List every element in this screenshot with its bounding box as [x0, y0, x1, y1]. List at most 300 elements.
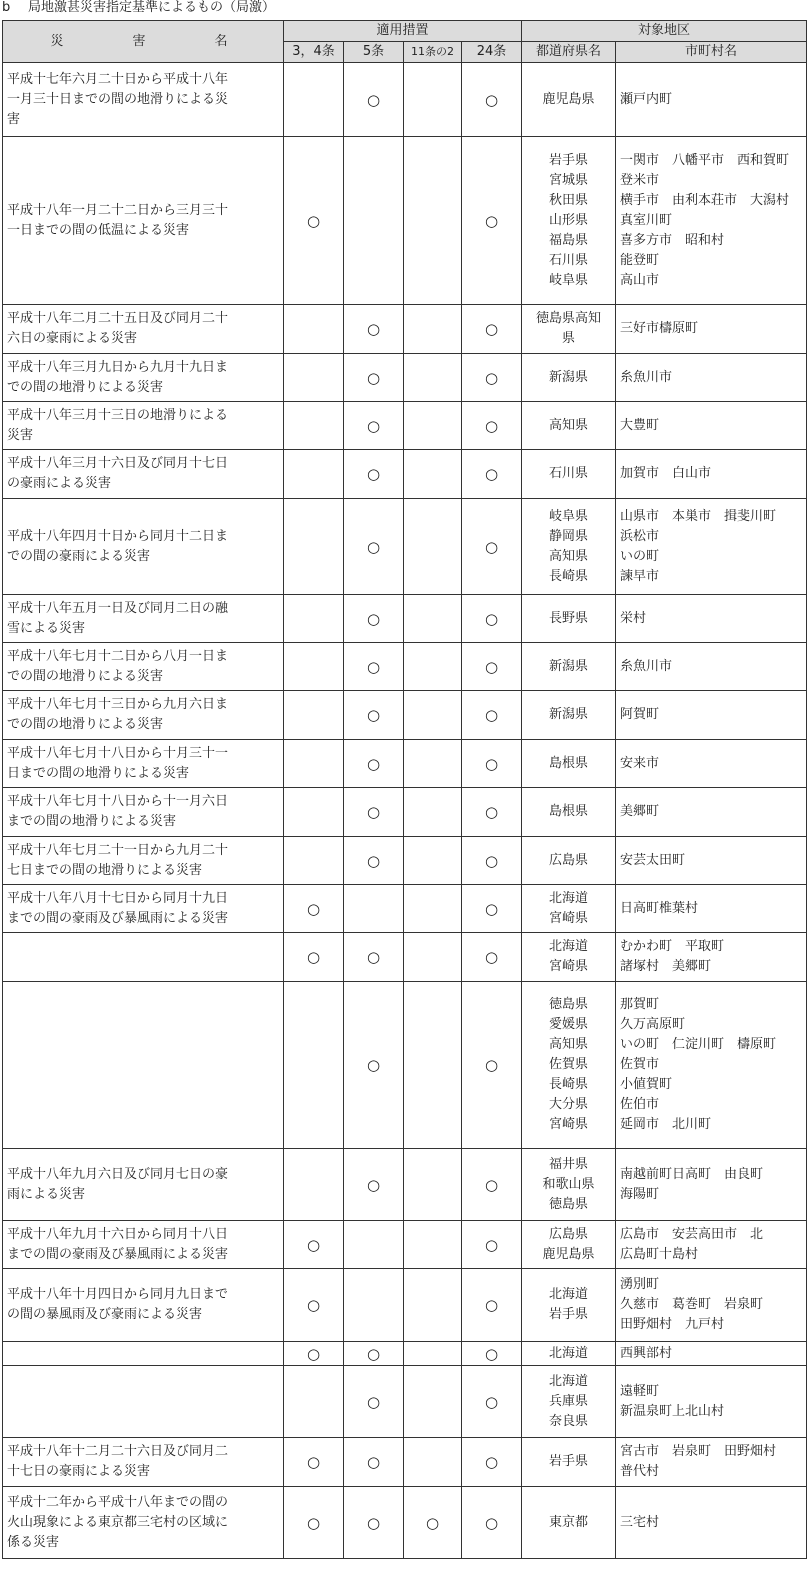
mark-cell-24: ○	[462, 837, 522, 885]
mark-cell-11-2	[404, 354, 462, 402]
mark-cell-11-2	[404, 1269, 462, 1342]
disaster-name-cell-line: 平成十八年十二月二十六日及び同月二	[7, 1444, 229, 1459]
table-row	[3, 691, 807, 740]
municipality-cell-line: 登米市	[620, 172, 660, 188]
mark-cell-3-4: ○	[284, 137, 344, 305]
municipality-cell-line: 西興部村	[620, 1345, 673, 1361]
mark-cell-3-4	[284, 1149, 344, 1221]
mark-cell-11-2	[404, 982, 462, 1149]
prefecture-cell-line: 高知県	[549, 548, 589, 564]
disaster-name-cell	[3, 691, 284, 740]
disaster-name-cell-line: 平成十八年三月十六日及び同月十七日	[7, 456, 229, 471]
header-col-24: 24条	[462, 42, 522, 63]
prefecture-cell-line: 長野県	[549, 610, 589, 626]
prefecture-cell-line: 徳島県	[549, 1196, 589, 1212]
municipality-cell-line: 田野畑村 九戸村	[620, 1317, 725, 1332]
table-row	[3, 1342, 807, 1366]
mark-cell-11-2	[404, 63, 462, 137]
municipality-cell	[616, 1366, 807, 1438]
municipality-cell	[616, 691, 807, 740]
mark-cell-3-4	[284, 595, 344, 643]
mark-cell-11-2	[404, 1149, 462, 1221]
disaster-name-cell-line: 六日の豪雨による災害	[7, 331, 138, 346]
municipality-cell-line: 諸塚村 美郷町	[620, 959, 712, 974]
municipality-cell-line: 広島町十島村	[620, 1246, 699, 1262]
table-row	[3, 63, 807, 137]
prefecture-cell	[522, 837, 616, 885]
municipality-cell	[616, 982, 807, 1149]
header-col-5: 5条	[344, 42, 404, 63]
disaster-name-cell-line: での間の地滑りによる災害	[7, 668, 164, 684]
table-row	[3, 885, 807, 933]
mark-cell-5: ○	[344, 1487, 404, 1559]
header-measures: 適用措置	[284, 21, 522, 42]
disaster-name-cell	[3, 499, 284, 595]
mark-cell-11-2: ○	[404, 1487, 462, 1559]
municipality-cell	[616, 1269, 807, 1342]
table-row	[3, 1269, 807, 1342]
disaster-name-cell	[3, 788, 284, 837]
prefecture-cell-line: 広島県	[549, 852, 589, 868]
disaster-name-cell	[3, 1366, 284, 1438]
mark-cell-24: ○	[462, 740, 522, 788]
table-row	[3, 1366, 807, 1438]
mark-cell-11-2	[404, 691, 462, 740]
municipality-cell-line: いの町 仁淀川町 檮原町	[620, 1037, 777, 1052]
municipality-cell	[616, 837, 807, 885]
mark-cell-24: ○	[462, 595, 522, 643]
municipality-cell-line: 安来市	[620, 755, 660, 771]
mark-cell-24: ○	[462, 885, 522, 933]
municipality-cell	[616, 885, 807, 933]
disaster-name-cell-line: 平成十七年六月二十日から平成十八年	[7, 71, 229, 87]
mark-cell-5: ○	[344, 1366, 404, 1438]
disaster-name-cell	[3, 137, 284, 305]
prefecture-cell-line: 奈良県	[549, 1413, 589, 1429]
disaster-name-cell	[3, 1269, 284, 1342]
disaster-name-cell-line: 雨による災害	[7, 1186, 86, 1202]
header-region: 対象地区	[522, 21, 807, 42]
municipality-cell-line: 加賀市 白山市	[620, 466, 712, 481]
mark-cell-24: ○	[462, 1487, 522, 1559]
disaster-name-cell-line: 害	[7, 111, 21, 127]
mark-cell-5: ○	[344, 1342, 404, 1366]
disaster-name-cell-line: 平成十二年から平成十八年までの間の	[7, 1494, 229, 1510]
municipality-cell	[616, 933, 807, 982]
municipality-cell-line: 小値賀町	[620, 1077, 673, 1092]
prefecture-cell	[522, 499, 616, 595]
table-row	[3, 305, 807, 354]
prefecture-cell-line: 徳島県高知	[536, 311, 602, 326]
header-col-3-4: 3，4条	[284, 42, 344, 63]
prefecture-cell	[522, 885, 616, 933]
prefecture-cell-line: 石川県	[549, 466, 589, 481]
disaster-name-cell-line: 一日までの間の低温による災害	[7, 222, 190, 238]
prefecture-cell-line: 福島県	[549, 232, 589, 248]
disaster-name-cell	[3, 885, 284, 933]
mark-cell-5	[344, 1269, 404, 1342]
mark-cell-11-2	[404, 788, 462, 837]
mark-cell-3-4	[284, 450, 344, 499]
disaster-name-cell	[3, 643, 284, 691]
disaster-name-cell	[3, 595, 284, 643]
mark-cell-3-4: ○	[284, 885, 344, 933]
mark-cell-5	[344, 885, 404, 933]
table-row	[3, 450, 807, 499]
prefecture-cell-line: 新潟県	[549, 658, 589, 674]
municipality-cell-line: 美郷町	[620, 804, 660, 819]
disaster-name-cell-line: での間の地滑りによる災害	[7, 379, 164, 395]
municipality-cell-line: 大豊町	[620, 417, 660, 433]
mark-cell-3-4	[284, 305, 344, 354]
municipality-cell-line: 浜松市	[620, 528, 660, 544]
mark-cell-11-2	[404, 1366, 462, 1438]
municipality-cell-line: 湧別町	[620, 1277, 660, 1292]
prefecture-cell-line: 新潟県	[549, 707, 589, 722]
disaster-name-cell	[3, 1149, 284, 1221]
disaster-name-cell-line: 日までの間の地滑りによる災害	[7, 765, 190, 781]
mark-cell-24: ○	[462, 643, 522, 691]
mark-cell-5	[344, 137, 404, 305]
prefecture-cell-line: 鹿児島県	[542, 91, 595, 107]
prefecture-cell-line: 宮崎県	[549, 1117, 589, 1132]
mark-cell-24: ○	[462, 691, 522, 740]
prefecture-cell	[522, 305, 616, 354]
prefecture-cell	[522, 691, 616, 740]
mark-cell-11-2	[404, 1221, 462, 1269]
prefecture-cell-line: 石川県	[549, 252, 589, 268]
municipality-cell-line: 栄村	[620, 610, 647, 626]
prefecture-cell-line: 高知県	[549, 417, 589, 433]
disaster-name-cell-line: までの間の地滑りによる災害	[7, 814, 177, 829]
prefecture-cell	[522, 450, 616, 499]
mark-cell-5: ○	[344, 788, 404, 837]
prefecture-cell-line: 静岡県	[549, 528, 589, 544]
disaster-name-cell	[3, 1487, 284, 1559]
mark-cell-3-4	[284, 691, 344, 740]
disaster-name-cell	[3, 1342, 284, 1366]
disaster-name-cell-line: の豪雨による災害	[7, 476, 112, 491]
municipality-cell	[616, 499, 807, 595]
municipality-cell-line: 佐賀市	[620, 1057, 660, 1072]
disaster-name-cell-line: での間の豪雨による災害	[7, 548, 151, 564]
prefecture-cell-line: 新潟県	[549, 369, 589, 385]
mark-cell-24: ○	[462, 1149, 522, 1221]
prefecture-cell-line: 徳島県	[549, 997, 589, 1012]
disaster-name-cell	[3, 1221, 284, 1269]
disaster-name-cell-line: 平成十八年九月六日及び同月七日の豪	[7, 1166, 229, 1182]
prefecture-cell	[522, 1487, 616, 1559]
municipality-cell-line: 海陽町	[620, 1186, 660, 1202]
mark-cell-24: ○	[462, 933, 522, 982]
municipality-cell-line: 新温泉町上北山村	[620, 1403, 725, 1419]
prefecture-cell	[522, 354, 616, 402]
mark-cell-5: ○	[344, 933, 404, 982]
prefecture-cell-line: 北海道	[549, 1287, 589, 1302]
prefecture-cell-line: 北海道	[549, 890, 589, 906]
mark-cell-5: ○	[344, 837, 404, 885]
municipality-cell-line: 糸魚川市	[620, 369, 673, 385]
prefecture-cell-line: 鹿児島県	[542, 1246, 595, 1262]
mark-cell-11-2	[404, 1438, 462, 1487]
table-row	[3, 354, 807, 402]
municipality-cell-line: 延岡市 北川町	[620, 1117, 712, 1132]
municipality-cell	[616, 354, 807, 402]
disaster-name-cell-line: 一月三十日までの間の地滑りによる災	[7, 91, 229, 107]
prefecture-cell-line: 岩手県	[549, 1307, 589, 1322]
municipality-cell	[616, 740, 807, 788]
mark-cell-24: ○	[462, 499, 522, 595]
municipality-cell-line: 那賀町	[620, 997, 660, 1012]
mark-cell-11-2	[404, 740, 462, 788]
mark-cell-11-2	[404, 402, 462, 450]
mark-cell-5: ○	[344, 595, 404, 643]
disaster-name-cell-line: 火山現象による東京都三宅村の区域に	[7, 1514, 229, 1530]
mark-cell-5: ○	[344, 691, 404, 740]
municipality-cell-line: 瀬戸内町	[620, 91, 673, 107]
mark-cell-5: ○	[344, 354, 404, 402]
mark-cell-24: ○	[462, 1342, 522, 1366]
disaster-name-cell-line: 平成十八年七月十八日から十月三十一	[7, 745, 229, 761]
prefecture-cell-line: 北海道	[549, 1345, 589, 1361]
municipality-cell-line: 真室川町	[620, 212, 673, 228]
disaster-name-cell-line: 七日までの間の地滑りによる災害	[7, 862, 203, 878]
municipality-cell	[616, 1221, 807, 1269]
municipality-cell-line: 糸魚川市	[620, 658, 673, 674]
municipality-cell-line: 普代村	[620, 1464, 660, 1479]
table-row	[3, 643, 807, 691]
disaster-name-cell	[3, 305, 284, 354]
municipality-cell-line: 山県市 本巣市 揖斐川町	[620, 508, 777, 524]
mark-cell-11-2	[404, 885, 462, 933]
municipality-cell-line: 諫早市	[620, 568, 660, 584]
prefecture-cell-line: 島根県	[549, 804, 589, 819]
table-row	[3, 788, 807, 837]
mark-cell-3-4: ○	[284, 1342, 344, 1366]
mark-cell-11-2	[404, 1342, 462, 1366]
prefecture-cell	[522, 740, 616, 788]
prefecture-cell-line: 秋田県	[549, 192, 589, 208]
prefecture-cell-line: 宮城県	[549, 172, 589, 188]
municipality-cell-line: 能登町	[620, 252, 660, 268]
municipality-cell	[616, 1438, 807, 1487]
prefecture-cell	[522, 402, 616, 450]
prefecture-cell-line: 県	[562, 331, 576, 346]
mark-cell-5	[344, 1221, 404, 1269]
disaster-name-cell-line: 平成十八年八月十七日から同月十九日	[7, 890, 229, 906]
mark-cell-3-4: ○	[284, 1487, 344, 1559]
municipality-cell-line: 久万高原町	[620, 1017, 686, 1032]
prefecture-cell	[522, 1149, 616, 1221]
table-row	[3, 595, 807, 643]
mark-cell-3-4: ○	[284, 1221, 344, 1269]
table-row	[3, 933, 807, 982]
mark-cell-24: ○	[462, 982, 522, 1149]
municipality-cell	[616, 305, 807, 354]
mark-cell-24: ○	[462, 1221, 522, 1269]
prefecture-cell-line: 福井県	[549, 1156, 589, 1172]
prefecture-cell	[522, 595, 616, 643]
mark-cell-24: ○	[462, 1438, 522, 1487]
municipality-cell-line: 日高町椎葉村	[620, 900, 699, 916]
municipality-cell-line: 宮古市 岩泉町 田野畑村	[620, 1444, 777, 1459]
disaster-name-cell-line: 係る災害	[7, 1534, 60, 1550]
mark-cell-24: ○	[462, 788, 522, 837]
mark-cell-5: ○	[344, 402, 404, 450]
mark-cell-3-4	[284, 788, 344, 837]
municipality-cell	[616, 402, 807, 450]
mark-cell-24: ○	[462, 1366, 522, 1438]
prefecture-cell	[522, 933, 616, 982]
prefecture-cell-line: 東京都	[549, 1514, 589, 1530]
disaster-name-cell-line: 平成十八年七月十三日から九月六日ま	[7, 697, 229, 712]
mark-cell-11-2	[404, 499, 462, 595]
header-disaster-name: 災 害 名	[3, 21, 284, 63]
prefecture-cell-line: 長崎県	[549, 1077, 589, 1092]
mark-cell-5: ○	[344, 740, 404, 788]
municipality-cell	[616, 788, 807, 837]
table-row	[3, 499, 807, 595]
municipality-cell-line: 高山市	[620, 272, 660, 288]
mark-cell-5: ○	[344, 63, 404, 137]
municipality-cell	[616, 137, 807, 305]
prefecture-cell	[522, 643, 616, 691]
municipality-cell-line: 阿賀町	[620, 707, 660, 722]
mark-cell-3-4: ○	[284, 1438, 344, 1487]
table-row	[3, 1221, 807, 1269]
mark-cell-3-4	[284, 402, 344, 450]
prefecture-cell-line: 岐阜県	[549, 272, 589, 288]
prefecture-cell-line: 岩手県	[549, 152, 589, 168]
municipality-cell	[616, 1149, 807, 1221]
mark-cell-3-4	[284, 837, 344, 885]
disaster-name-cell-line: 平成十八年七月十八日から十一月六日	[7, 794, 229, 809]
mark-cell-11-2	[404, 643, 462, 691]
mark-cell-24: ○	[462, 305, 522, 354]
disaster-name-cell-line: 平成十八年三月十三日の地滑りによる	[7, 407, 229, 423]
municipality-cell	[616, 643, 807, 691]
prefecture-cell	[522, 137, 616, 305]
mark-cell-3-4	[284, 982, 344, 1149]
disaster-name-cell-line: 平成十八年四月十日から同月十二日ま	[7, 528, 229, 544]
prefecture-cell-line: 島根県	[549, 755, 589, 771]
prefecture-cell-line: 大分県	[549, 1097, 589, 1112]
mark-cell-3-4	[284, 1366, 344, 1438]
municipality-cell-line: 喜多方市 昭和村	[620, 232, 725, 248]
header-col-city: 市町村名	[616, 42, 807, 63]
prefecture-cell	[522, 1366, 616, 1438]
mark-cell-5: ○	[344, 643, 404, 691]
disaster-name-cell	[3, 837, 284, 885]
disaster-name-cell	[3, 402, 284, 450]
prefecture-cell	[522, 1438, 616, 1487]
disaster-name-cell-line: までの間の豪雨及び暴風雨による災害	[7, 910, 229, 926]
section-title-text: 局地激甚災害指定基準によるもの（局激）	[28, 0, 276, 15]
disaster-name-cell-line: 災害	[7, 427, 34, 443]
disaster-name-cell-line: 平成十八年五月一日及び同月二日の融	[7, 600, 229, 616]
municipality-cell-line: 広島市 安芸高田市 北	[620, 1226, 764, 1242]
prefecture-cell-line: 広島県	[549, 1226, 589, 1242]
disaster-name-cell-line: 十七日の豪雨による災害	[7, 1464, 151, 1479]
disaster-name-cell	[3, 354, 284, 402]
municipality-cell	[616, 63, 807, 137]
municipality-cell-line: いの町	[620, 548, 660, 564]
municipality-cell-line: 安芸太田町	[620, 852, 686, 868]
disaster-name-cell-line: 平成十八年九月十六日から同月十八日	[7, 1226, 229, 1242]
mark-cell-5: ○	[344, 982, 404, 1149]
disaster-name-cell-line: 平成十八年二月二十五日及び同月二十	[7, 311, 229, 326]
municipality-cell-line: 久慈市 葛巻町 岩泉町	[620, 1297, 764, 1312]
mark-cell-3-4	[284, 499, 344, 595]
mark-cell-3-4	[284, 354, 344, 402]
disaster-name-cell-line: 雪による災害	[7, 620, 86, 636]
disaster-table	[2, 20, 807, 1559]
municipality-cell-line: むかわ町 平取町	[620, 939, 725, 954]
mark-cell-3-4	[284, 740, 344, 788]
mark-cell-11-2	[404, 595, 462, 643]
municipality-cell	[616, 1487, 807, 1559]
mark-cell-3-4: ○	[284, 1269, 344, 1342]
municipality-cell-line: 南越前町日高町 由良町	[620, 1166, 764, 1182]
disaster-name-cell-line: の間の暴風雨及び豪雨による災害	[7, 1307, 203, 1322]
prefecture-cell	[522, 63, 616, 137]
prefecture-cell-line: 宮崎県	[549, 959, 589, 974]
mark-cell-3-4	[284, 63, 344, 137]
mark-cell-11-2	[404, 837, 462, 885]
prefecture-cell-line: 佐賀県	[549, 1057, 589, 1072]
disaster-name-cell-line: での間の地滑りによる災害	[7, 717, 164, 732]
table-row	[3, 982, 807, 1149]
prefecture-cell	[522, 1221, 616, 1269]
mark-cell-3-4	[284, 643, 344, 691]
disaster-name-cell-line: 平成十八年七月二十一日から九月二十	[7, 842, 229, 858]
header-col-pref: 都道府県名	[522, 42, 616, 63]
municipality-cell-line: 横手市 由利本荘市 大潟村	[620, 192, 790, 208]
mark-cell-5: ○	[344, 499, 404, 595]
mark-cell-24: ○	[462, 354, 522, 402]
municipality-cell-line: 三好市檮原町	[620, 321, 699, 336]
mark-cell-11-2	[404, 137, 462, 305]
disaster-name-cell	[3, 63, 284, 137]
prefecture-cell-line: 和歌山県	[542, 1176, 595, 1192]
municipality-cell-line: 三宅村	[620, 1514, 660, 1530]
mark-cell-11-2	[404, 450, 462, 499]
mark-cell-5: ○	[344, 1149, 404, 1221]
municipality-cell-line: 佐伯市	[620, 1097, 660, 1112]
mark-cell-11-2	[404, 933, 462, 982]
municipality-cell-line: 一関市 八幡平市 西和賀町	[620, 152, 790, 168]
disaster-name-cell	[3, 1438, 284, 1487]
disaster-name-cell	[3, 933, 284, 982]
mark-cell-5: ○	[344, 1438, 404, 1487]
table-row	[3, 402, 807, 450]
prefecture-cell	[522, 1269, 616, 1342]
municipality-cell-line: 遠軽町	[620, 1383, 660, 1399]
prefecture-cell	[522, 788, 616, 837]
section-prefix: b	[2, 0, 11, 15]
municipality-cell	[616, 595, 807, 643]
table-row	[3, 1149, 807, 1221]
disaster-name-cell	[3, 740, 284, 788]
mark-cell-24: ○	[462, 137, 522, 305]
prefecture-cell-line: 長崎県	[549, 568, 589, 584]
prefecture-cell-line: 愛媛県	[549, 1017, 589, 1032]
municipality-cell	[616, 1342, 807, 1366]
disaster-name-cell	[3, 982, 284, 1149]
disaster-name-cell-line: 平成十八年三月九日から九月十九日ま	[7, 359, 229, 375]
mark-cell-11-2	[404, 305, 462, 354]
prefecture-cell-line: 山形県	[549, 212, 589, 228]
